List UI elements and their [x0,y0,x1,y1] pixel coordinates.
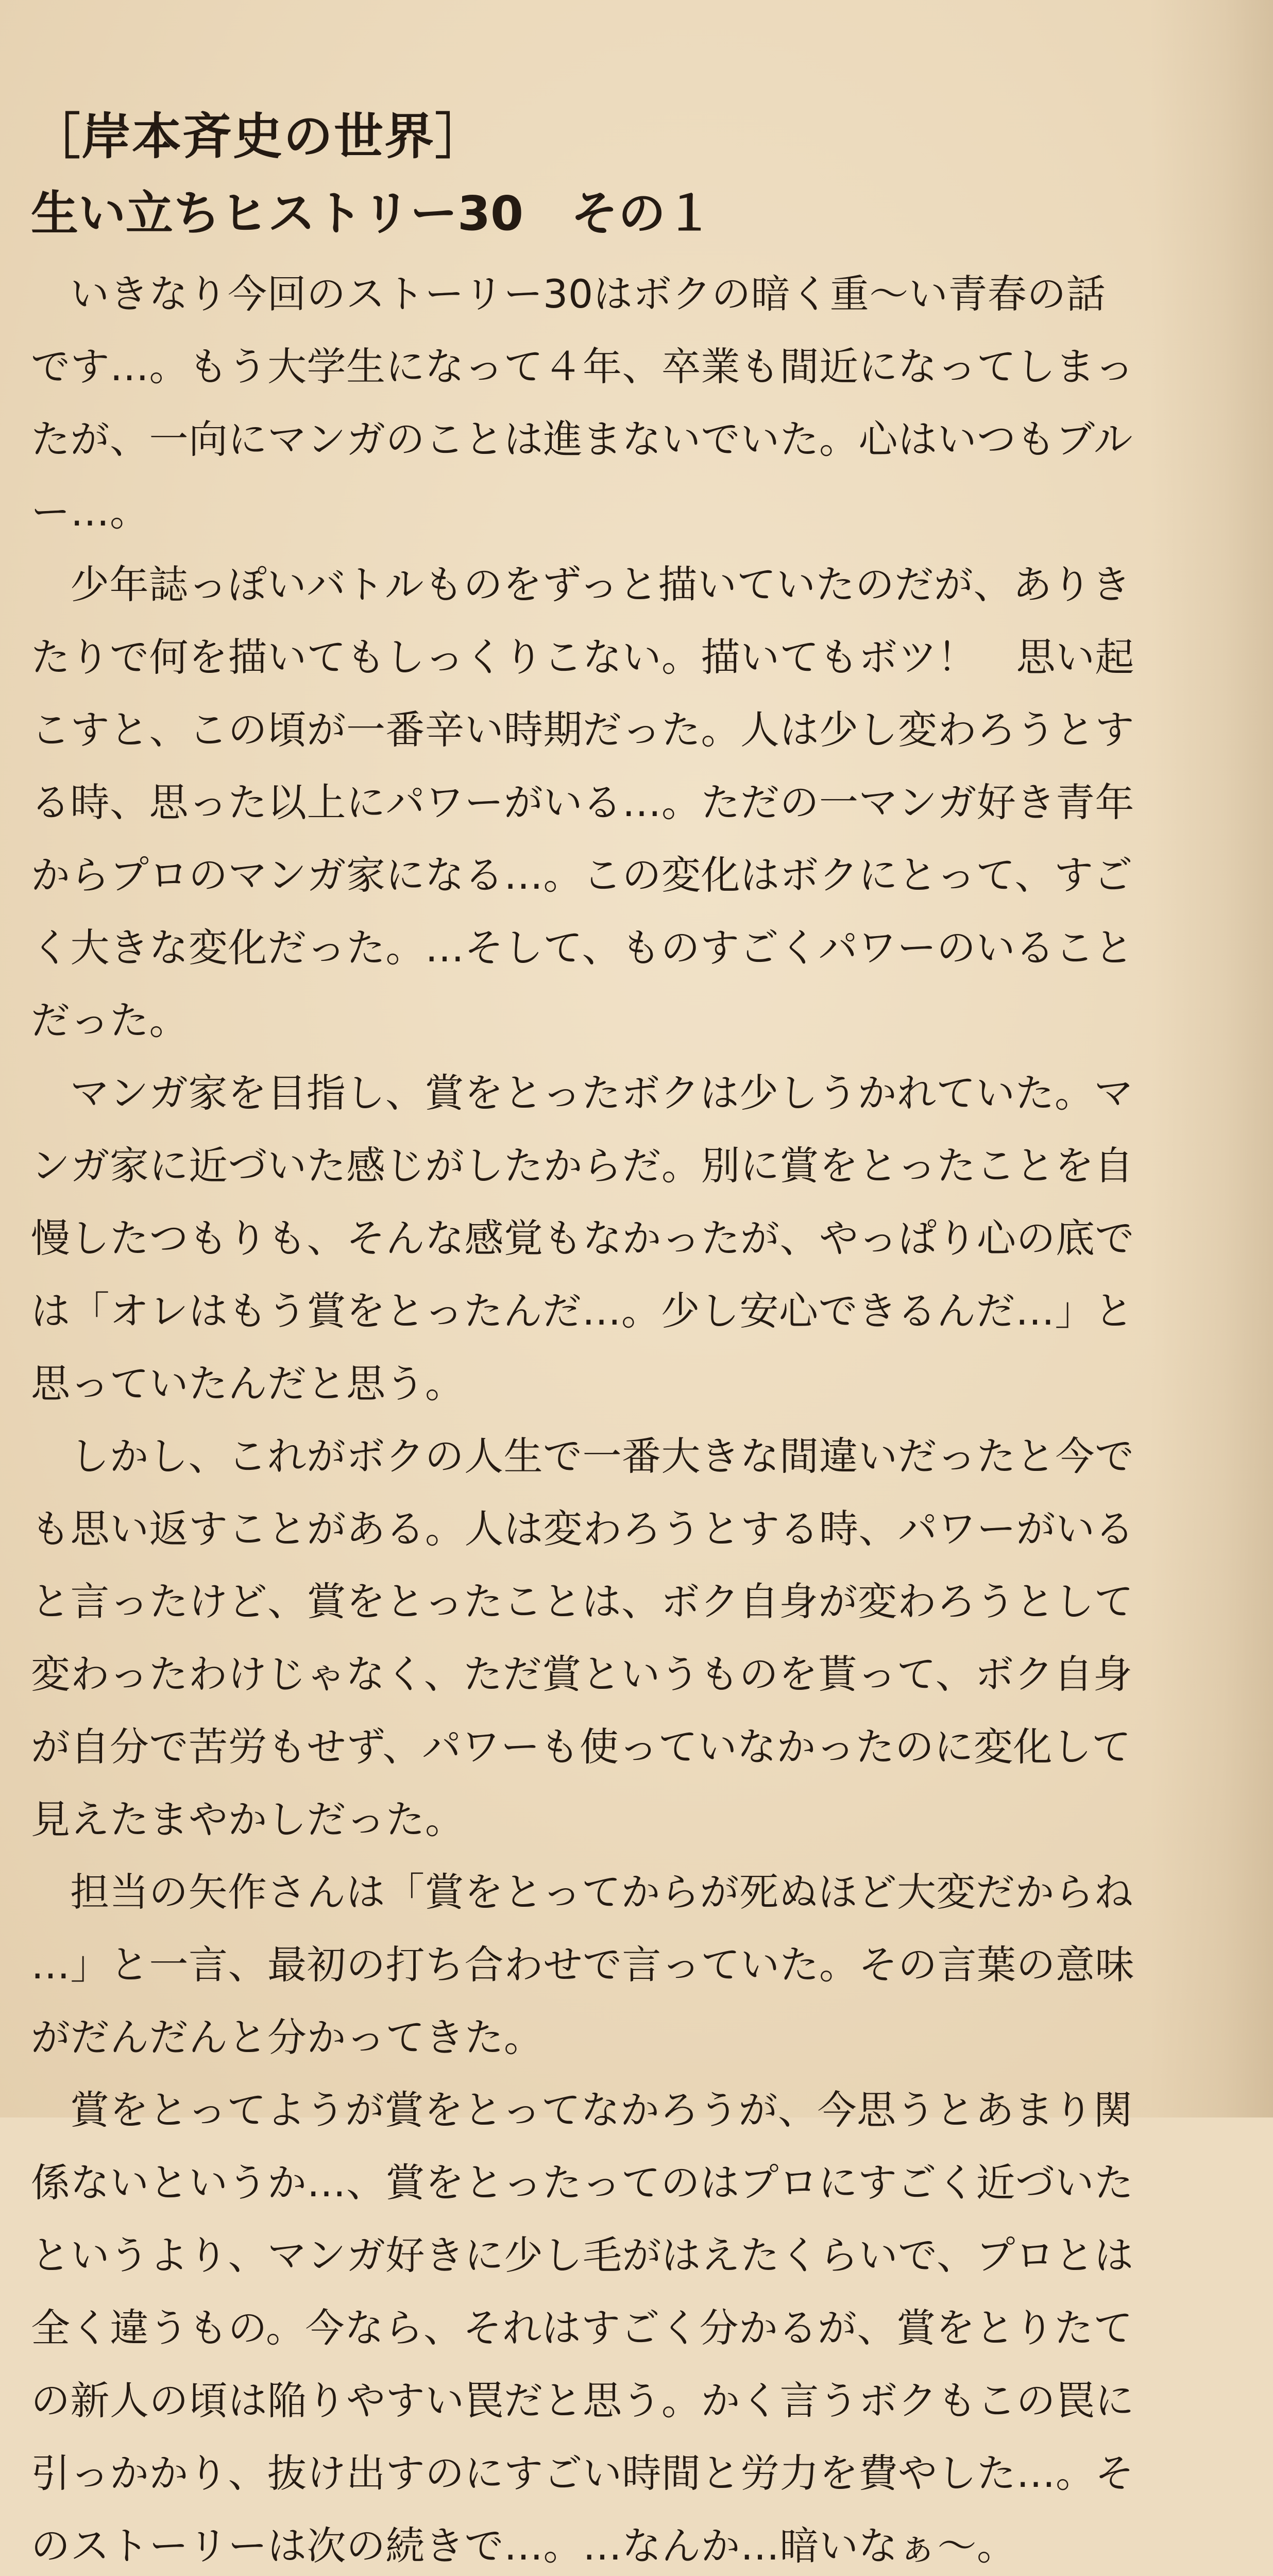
paragraph: しかし、これがボクの人生で一番大きな間違いだったと今でも思い返すことがある。人は変わろうとする時、パワーがいると言ったけど、賞をとったことは、ボク自身が変わろうとして変わったわけじゃなく、ただ賞というものを貰って、ボク自身が自分で苦労もせず、パワーも使っていなかったのに変化して見えたまやかしだった。 [31,1433,1134,1842]
paragraph: 賞をとってようが賞をとってなかろうが、今思うとあまり関係ないというか…、賞をとったってのはプロにすごく近づいたというより、マンガ好きに少し毛がはえたくらいで、プロとは全く違うもの。今なら、それはすごく分かるが、賞をとりたての新人の頃は陥りやすい罠だと思う。かく言うボクもこの罠に引っかかり、抜け出すのにすごい時間と労力を費やした…。そのストーリーは次の続きで…。…なんか…暗いなぁ〜。 [31,2087,1134,2569]
paragraph: いきなり今回のストーリー30はボクの暗く重〜い青春の話です…。もう大学生になって４年、卒業も間近になってしまったが、一向にマンガのことは進まないでいた。心はいつもブルー…。 [31,271,1134,535]
article [31,77,1144,2576]
binding-shadow [1149,0,1273,2117]
article-title: 生い立ちヒストリー30 その１ [31,186,714,241]
series-title: ［岸本斉史の世界］ [31,108,485,165]
paragraph: 担当の矢作さんは「賞をとってからが死ぬほど大変だからね…」と一言、最初の打ち合わせで言っていた。その言葉の意味がだんだんと分かってきた。 [31,1869,1134,2060]
paragraph: マンガ家を目指し、賞をとったボクは少しうかれていた。マンガ家に近づいた感じがしたからだ。別に賞をとったことを自慢したつもりも、そんな感覚もなかったが、やっぱり心の底では「オレはもう賞をとったんだ…。少し安心できるんだ…」と思っていたんだと思う。 [31,1070,1134,1406]
paragraph: 少年誌っぽいバトルものをずっと描いていたのだが、ありきたりで何を描いてもしっくりこない。描いてもボツ！ 思い起こすと、この頃が一番辛い時期だった。人は少し変わろうとする時、思った以上にパワーがいる…。ただの一マンガ好き青年からプロのマンガ家になる…。この変化はボクにとって、すごく大きな変化だった。…そして、ものすごくパワーのいることだった。 [31,562,1134,1043]
